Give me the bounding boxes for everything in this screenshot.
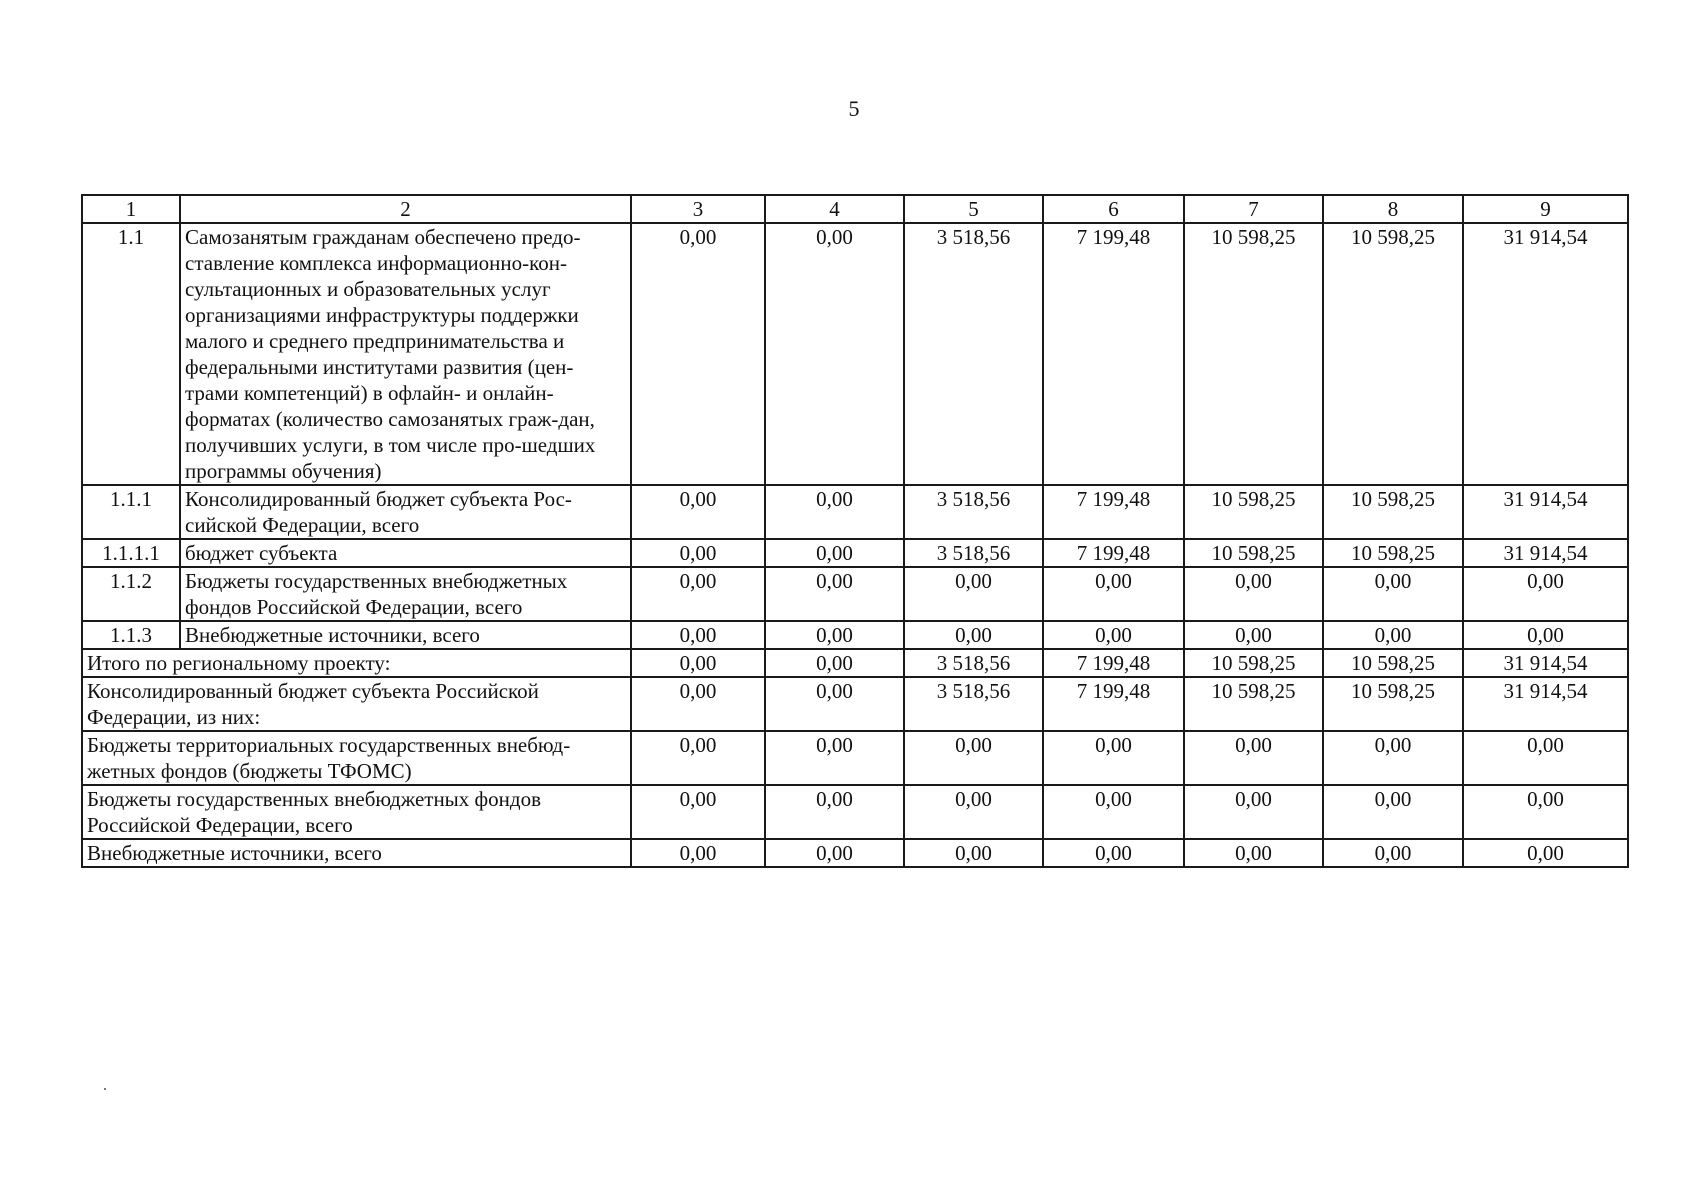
row-number: 1.1.1 <box>82 485 180 539</box>
table-row <box>82 677 1628 731</box>
value-cell: 10 598,25 <box>1184 649 1323 677</box>
row-description: Бюджеты государственных внебюджетных фондов Российской Федерации, всего <box>82 785 631 839</box>
value-cell: 0,00 <box>1184 785 1323 839</box>
header-row <box>82 195 1628 223</box>
value-cell: 0,00 <box>765 839 904 867</box>
value-cell: 0,00 <box>631 621 765 649</box>
value-cell: 7 199,48 <box>1043 485 1184 539</box>
value-cell: 7 199,48 <box>1043 677 1184 731</box>
table-row <box>82 539 1628 567</box>
column-header: 7 <box>1184 195 1323 223</box>
value-cell: 0,00 <box>765 621 904 649</box>
value-cell: 10 598,25 <box>1323 485 1463 539</box>
value-cell: 10 598,25 <box>1184 223 1323 485</box>
value-cell: 7 199,48 <box>1043 649 1184 677</box>
column-header: 3 <box>631 195 765 223</box>
value-cell: 3 518,56 <box>904 223 1043 485</box>
row-description: Консолидированный бюджет субъекта Рос-сийской Федерации, всего <box>180 485 631 539</box>
value-cell: 0,00 <box>904 731 1043 785</box>
value-cell: 3 518,56 <box>904 485 1043 539</box>
value-cell: 0,00 <box>765 649 904 677</box>
table-row <box>82 621 1628 649</box>
value-cell: 0,00 <box>1463 731 1628 785</box>
value-cell: 7 199,48 <box>1043 223 1184 485</box>
value-cell: 0,00 <box>1184 731 1323 785</box>
row-description: Консолидированный бюджет субъекта Российской Федерации, из них: <box>82 677 631 731</box>
value-cell: 0,00 <box>904 621 1043 649</box>
row-description: Самозанятым гражданам обеспечено предо-ставление комплекса информационно-кон-сультационных и образовательных услуг организациями инфраструктуры поддержки малого и среднего предпринимательства и федеральными институтами развития (цен-трами компетенций) в офлайн- и онлайн-форматах (количество самозанятых граж-дан, получивших услуги, в том числе про-шедших программы обучения) <box>180 223 631 485</box>
row-number: 1.1.3 <box>82 621 180 649</box>
row-description: Итого по региональному проекту: <box>82 649 631 677</box>
value-cell: 0,00 <box>631 785 765 839</box>
value-cell: 0,00 <box>1184 839 1323 867</box>
table-row <box>82 649 1628 677</box>
value-cell: 0,00 <box>1323 785 1463 839</box>
value-cell: 10 598,25 <box>1323 539 1463 567</box>
column-header: 8 <box>1323 195 1463 223</box>
column-header: 4 <box>765 195 904 223</box>
value-cell: 0,00 <box>1184 621 1323 649</box>
table-row <box>82 223 1628 485</box>
table-row <box>82 839 1628 867</box>
value-cell: 3 518,56 <box>904 677 1043 731</box>
value-cell: 31 914,54 <box>1463 485 1628 539</box>
value-cell: 3 518,56 <box>904 539 1043 567</box>
value-cell: 0,00 <box>1463 839 1628 867</box>
value-cell: 3 518,56 <box>904 649 1043 677</box>
value-cell: 31 914,54 <box>1463 677 1628 731</box>
column-header: 9 <box>1463 195 1628 223</box>
value-cell: 0,00 <box>1323 567 1463 621</box>
value-cell: 0,00 <box>1323 839 1463 867</box>
value-cell: 0,00 <box>631 539 765 567</box>
row-description: Бюджеты территориальных государственных внебюд-жетных фондов (бюджеты ТФОМС) <box>82 731 631 785</box>
value-cell: 0,00 <box>631 649 765 677</box>
value-cell: 0,00 <box>765 485 904 539</box>
column-header: 2 <box>180 195 631 223</box>
value-cell: 0,00 <box>904 839 1043 867</box>
value-cell: 0,00 <box>1043 621 1184 649</box>
value-cell: 7 199,48 <box>1043 539 1184 567</box>
value-cell: 0,00 <box>765 677 904 731</box>
value-cell: 0,00 <box>631 567 765 621</box>
table-row <box>82 785 1628 839</box>
column-header: 6 <box>1043 195 1184 223</box>
value-cell: 0,00 <box>1043 785 1184 839</box>
column-header: 5 <box>904 195 1043 223</box>
value-cell: 0,00 <box>765 731 904 785</box>
value-cell: 10 598,25 <box>1184 485 1323 539</box>
value-cell: 0,00 <box>765 539 904 567</box>
value-cell: 0,00 <box>631 731 765 785</box>
value-cell: 10 598,25 <box>1323 223 1463 485</box>
value-cell: 0,00 <box>631 677 765 731</box>
scan-speck <box>104 1088 106 1090</box>
row-number: 1.1.1.1 <box>82 539 180 567</box>
value-cell: 0,00 <box>1463 567 1628 621</box>
value-cell: 31 914,54 <box>1463 223 1628 485</box>
value-cell: 0,00 <box>1043 731 1184 785</box>
budget-table <box>81 194 1629 868</box>
value-cell: 10 598,25 <box>1323 649 1463 677</box>
value-cell: 10 598,25 <box>1184 677 1323 731</box>
value-cell: 10 598,25 <box>1323 677 1463 731</box>
value-cell: 0,00 <box>904 567 1043 621</box>
row-description: Внебюджетные источники, всего <box>82 839 631 867</box>
value-cell: 31 914,54 <box>1463 539 1628 567</box>
row-description: Внебюджетные источники, всего <box>180 621 631 649</box>
value-cell: 0,00 <box>1043 567 1184 621</box>
value-cell: 10 598,25 <box>1184 539 1323 567</box>
value-cell: 0,00 <box>765 223 904 485</box>
row-number: 1.1.2 <box>82 567 180 621</box>
value-cell: 0,00 <box>631 223 765 485</box>
value-cell: 0,00 <box>765 785 904 839</box>
value-cell: 0,00 <box>1323 621 1463 649</box>
value-cell: 0,00 <box>631 839 765 867</box>
row-description: Бюджеты государственных внебюджетных фондов Российской Федерации, всего <box>180 567 631 621</box>
value-cell: 0,00 <box>1463 785 1628 839</box>
row-description: бюджет субъекта <box>180 539 631 567</box>
value-cell: 0,00 <box>1043 839 1184 867</box>
table-row <box>82 731 1628 785</box>
value-cell: 0,00 <box>1463 621 1628 649</box>
value-cell: 0,00 <box>765 567 904 621</box>
column-header: 1 <box>82 195 180 223</box>
row-number: 1.1 <box>82 223 180 485</box>
value-cell: 0,00 <box>1323 731 1463 785</box>
value-cell: 0,00 <box>1184 567 1323 621</box>
value-cell: 0,00 <box>904 785 1043 839</box>
value-cell: 0,00 <box>631 485 765 539</box>
page-number: 5 <box>848 96 860 121</box>
table-row <box>82 485 1628 539</box>
table-row <box>82 567 1628 621</box>
value-cell: 31 914,54 <box>1463 649 1628 677</box>
